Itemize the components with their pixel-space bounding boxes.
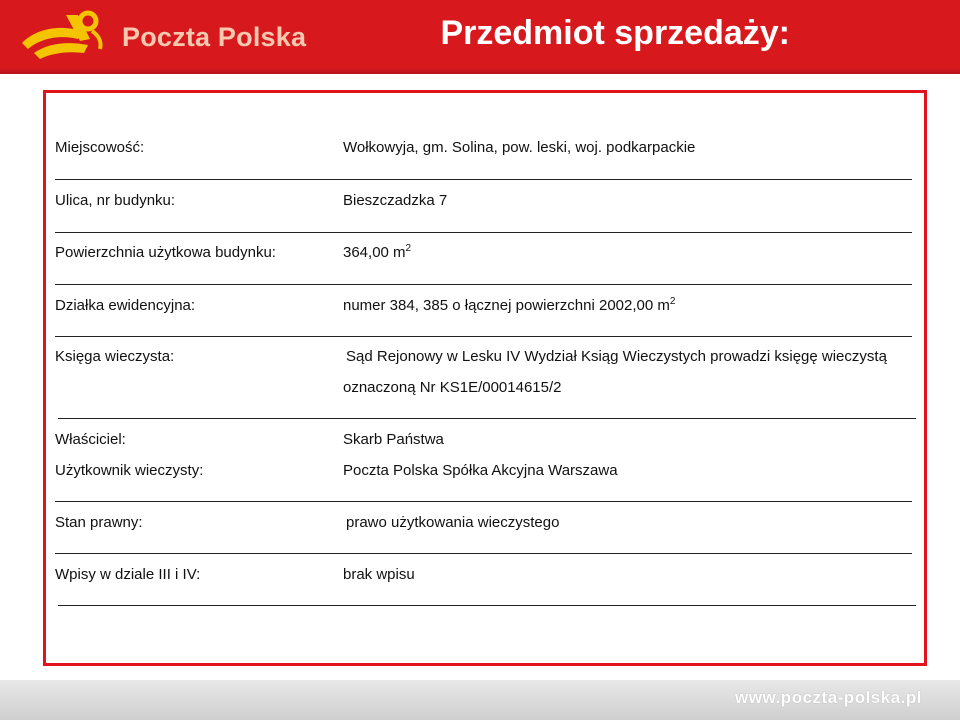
divider [58, 605, 916, 606]
footer-url: www.poczta-polska.pl [735, 688, 922, 707]
value-uzytkownik: Poczta Polska Spółka Akcyjna Warszawa [343, 462, 618, 479]
divider [55, 336, 912, 337]
brand-name: Poczta Polska [122, 22, 307, 52]
divider [58, 418, 916, 419]
post-horn-icon [18, 9, 108, 61]
divider [55, 179, 912, 180]
value-stan-prawny: prawo użytkowania wieczystego [346, 514, 560, 531]
value-dzialka: numer 384, 385 o łącznej powierzchni 2002,00 $m^2$ [343, 296, 676, 314]
header-bar [0, 0, 960, 74]
page-title: Przedmiot sprzedaży: [440, 14, 790, 52]
label-miejscowosc: Miejscowość: [55, 139, 145, 156]
label-stan-prawny: Stan prawny: [55, 514, 143, 531]
poczta-polska-logo [18, 9, 318, 61]
value-ulica: Bieszczadzka 7 [343, 192, 448, 209]
value-wpisy: brak wpisu [343, 566, 415, 583]
label-dzialka: Działka ewidencyjna: [55, 297, 196, 314]
label-ulica: Ulica, nr budynku: [55, 192, 176, 209]
label-wlasciciel: Właściciel: [55, 431, 126, 448]
label-ksiega: Księga wieczysta: [55, 348, 175, 365]
value-ksiega-line2: oznaczoną Nr KS1E/00014615/2 [343, 379, 562, 396]
divider [55, 232, 912, 233]
value-wlasciciel: Skarb Państwa [343, 431, 444, 448]
divider [55, 284, 912, 285]
footer-bar [0, 680, 960, 720]
label-powierzchnia: Powierzchnia użytkowa budynku: [55, 244, 276, 261]
value-powierzchnia: 364,00 $m^2$ [343, 243, 412, 261]
label-wpisy: Wpisy w dziale III i IV: [55, 566, 201, 583]
value-miejscowosc: Wołkowyja, gm. Solina, pow. leski, woj. podkarpackie [343, 139, 696, 156]
divider [55, 501, 912, 502]
divider [55, 553, 912, 554]
value-ksiega: Sąd Rejonowy w Lesku IV Wydział Ksiąg Wieczystych prowadzi księgę wieczystą [346, 348, 887, 365]
label-uzytkownik: Użytkownik wieczysty: [55, 462, 204, 479]
